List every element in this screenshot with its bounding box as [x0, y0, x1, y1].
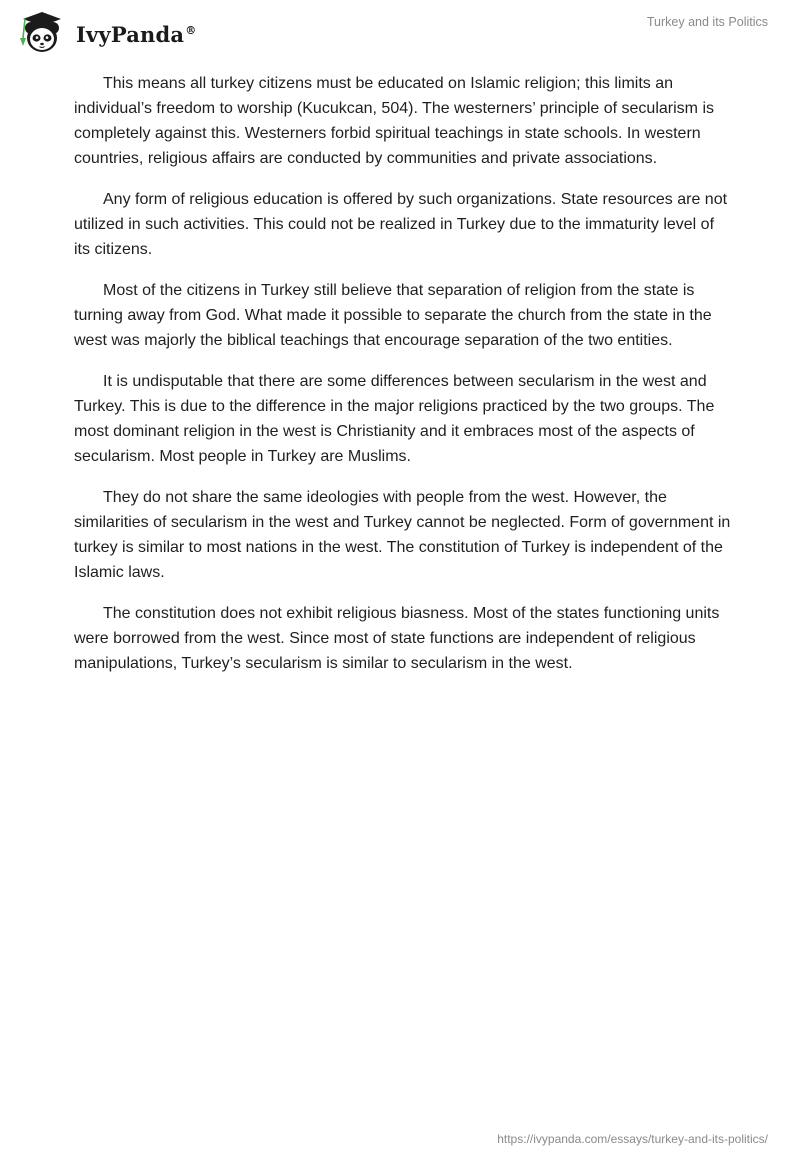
paragraph: It is undisputable that there are some differences between secularism in the west and Turkey. This is due to the difference in the major religions practiced by the two groups. The most dominant religion in the west is Christianity and it embraces most of the aspects of secularism. Most people in Turkey are Muslims.	[74, 373, 715, 465]
source-url-link[interactable]: https://ivypanda.com/essays/turkey-and-its-politics/	[497, 1132, 768, 1146]
panda-graduate-icon	[14, 8, 70, 56]
paragraph: They do not share the same ideologies with people from the west. However, the similarities of secularism in the west and Turkey cannot be neglected. Form of government in turkey is similar to most nations in the west. The constitution of Turkey is independent of the Islamic laws.	[74, 489, 731, 581]
brand-name: IvyPanda®	[76, 21, 197, 47]
paragraph: This means all turkey citizens must be educated on Islamic religion; this limits an individual’s freedom to worship (Kucukcan, 504). The westerners’ principle of secularism is completely against this. Westerners forbid spiritual teachings in state schools. In western countries, religious affairs are conducted by communities and private associations.	[74, 75, 714, 167]
ivypanda-logo[interactable]	[14, 8, 196, 56]
page-header	[0, 0, 800, 70]
paragraph: The constitution does not exhibit religious biasness. Most of the states functioning units were borrowed from the west. Since most of state functions are independent of religious manipulations, Turkey’s secularism is similar to secularism in the west.	[74, 605, 720, 672]
paragraph: Most of the citizens in Turkey still believe that separation of religion from the state is turning away from God. What made it possible to separate the church from the state in the west was majorly the biblical teachings that encourage separation of the two entities.	[74, 282, 712, 349]
registered-mark: ®	[185, 23, 197, 37]
document-title: Turkey and its Politics	[646, 15, 768, 29]
paragraph: Any form of religious education is offered by such organizations. State resources are not utilized in such activities. This could not be realized in Turkey due to the immaturity level of its citizens.	[74, 191, 728, 258]
essay-body	[74, 71, 734, 692]
